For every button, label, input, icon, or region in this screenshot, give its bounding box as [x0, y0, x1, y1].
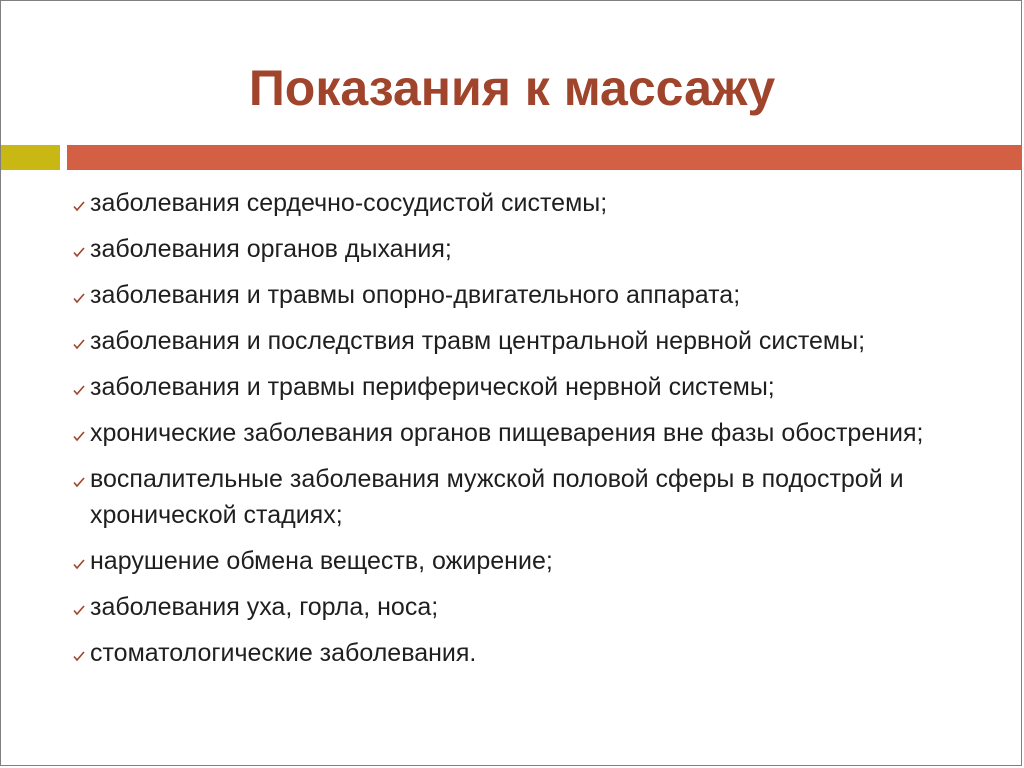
list-item-text: нарушение обмена веществ, ожирение; — [90, 547, 553, 575]
check-icon — [73, 292, 85, 304]
indications-list — [73, 185, 993, 681]
check-icon — [73, 558, 85, 570]
list-item — [73, 185, 993, 221]
accent-bar-right — [67, 145, 1022, 170]
list-item-text: заболевания органов дыхания; — [90, 235, 452, 263]
list-item-text: стоматологические заболевания. — [90, 639, 477, 667]
list-item-text: заболевания и травмы опорно-двигательного аппарата; — [90, 281, 741, 309]
check-icon — [73, 604, 85, 616]
list-item — [73, 461, 993, 533]
list-item — [73, 543, 993, 579]
check-icon — [73, 430, 85, 442]
check-icon — [73, 650, 85, 662]
list-item — [73, 635, 993, 671]
check-icon — [73, 200, 85, 212]
check-icon — [73, 338, 85, 350]
check-icon — [73, 246, 85, 258]
list-item — [73, 323, 993, 359]
list-item-text: заболевания сердечно-сосудистой системы; — [90, 189, 608, 217]
list-item-text: заболевания и последствия травм центральной нервной системы; — [90, 327, 866, 355]
list-item-text: заболевания и травмы периферической нервной системы; — [90, 373, 775, 401]
list-item-text: хронические заболевания органов пищеварения вне фазы обострения; — [90, 419, 924, 447]
list-item — [73, 231, 993, 267]
list-item-text: заболевания уха, горла, носа; — [90, 593, 439, 621]
list-item — [73, 415, 993, 451]
check-icon — [73, 476, 85, 488]
list-item — [73, 369, 993, 405]
list-item — [73, 277, 993, 313]
slide-title: Показания к массажу — [248, 60, 776, 116]
check-icon — [73, 384, 85, 396]
list-item-text: воспалительные заболевания мужской половой сферы в подострой и хронической стадиях; — [90, 465, 904, 529]
list-item — [73, 589, 993, 625]
accent-bar-left — [1, 145, 60, 170]
